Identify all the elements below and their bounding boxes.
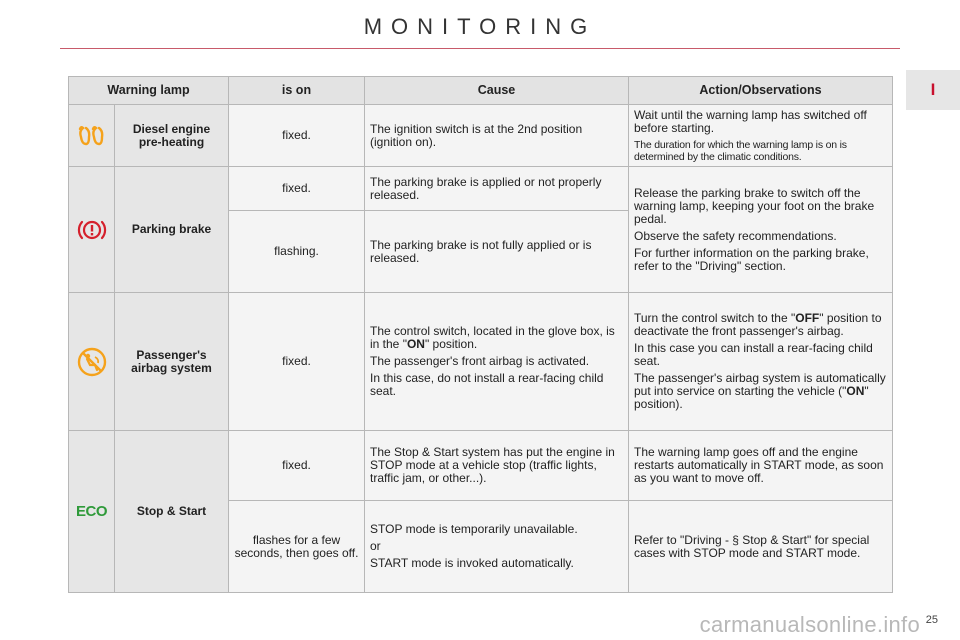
airbag-action-3-pre: The passenger's airbag system is automatically put into service on starting the vehicle (" (634, 371, 886, 398)
parking-action-1: Release the parking brake to switch off the warning lamp, keeping your foot on the brake pedal. (634, 185, 875, 226)
airbag-action (629, 293, 893, 431)
airbag-cause (365, 293, 629, 431)
table-row-parking-1 (69, 167, 893, 211)
monitoring-table (68, 76, 893, 593)
stopstart-cause-1-text: The Stop & Start system has put the engine in STOP mode at a vehicle stop (traffic lights, traffic jam, or other...). (370, 445, 615, 485)
airbag-lamp-name: Passenger's airbag system (115, 293, 229, 431)
stopstart-action-1 (629, 431, 893, 501)
table-row-diesel (69, 105, 893, 167)
diesel-action-1: Wait until the warning lamp has switched off before starting. (634, 107, 867, 135)
section-tab[interactable]: I (906, 70, 960, 110)
airbag-action-3-bold: ON (846, 384, 865, 398)
title-rule (60, 48, 900, 49)
parking-action (629, 167, 893, 293)
eco-stop-start-icon (69, 431, 115, 593)
airbag-cause-1-post: " position. (424, 337, 478, 351)
stopstart-cause-2-b: or (370, 539, 381, 553)
airbag-action-3-post: " position). (634, 384, 869, 411)
stopstart-action-1-text: The warning lamp goes off and the engine restarts automatically in START mode, as soon as you want to move off. (634, 445, 884, 485)
stopstart-is-on-flashes: flashes for a few seconds, then goes off. (229, 501, 365, 593)
stopstart-cause-2-a: STOP mode is temporarily unavailable. (370, 522, 578, 536)
page-number: 25 (925, 614, 938, 626)
parking-action-2: Observe the safety recommendations. (634, 228, 837, 243)
table-row-stopstart-1 (69, 431, 893, 501)
diesel-lamp-name: Diesel engine pre-heating (115, 105, 229, 167)
airbag-cause-3: In this case, do not install a rear-facing child seat. (370, 371, 604, 398)
header-is-on: is on (229, 77, 365, 105)
diesel-cause-text: The ignition switch is at the 2nd position (ignition on). (370, 121, 583, 149)
stopstart-is-on-fixed: fixed. (229, 431, 365, 501)
table-row-airbag (69, 293, 893, 431)
airbag-action-1-post: " position to deactivate the front passenger's airbag. (634, 311, 882, 338)
airbag-action-1 (634, 312, 887, 338)
parking-cause-1 (365, 167, 629, 211)
page-title: MONITORING (363, 14, 597, 39)
airbag-cause-1 (370, 325, 623, 351)
parking-cause-2 (365, 211, 629, 293)
eco-icon-text: ECO (75, 502, 107, 520)
airbag-action-1-bold: OFF (795, 311, 820, 325)
stopstart-action-2-text: Refer to "Driving - § Stop & Start" for special cases with STOP mode and START mode. (634, 532, 870, 560)
watermark: carmanualsonline.info (699, 612, 920, 637)
diesel-action (629, 105, 893, 167)
parking-is-on-fixed: fixed. (229, 167, 365, 211)
header-action: Action/Observations (629, 77, 893, 105)
parking-is-on-flashing: flashing. (229, 211, 365, 293)
parking-lamp-name: Parking brake (115, 167, 229, 293)
airbag-cause-2: The passenger's front airbag is activated. (370, 354, 590, 368)
stopstart-cause-1 (365, 431, 629, 501)
airbag-cause-1-pre: The control switch, located in the glove box, is in the " (370, 324, 615, 351)
airbag-is-on: fixed. (229, 293, 365, 431)
table-header-row (69, 77, 893, 105)
glow-plug-icon (69, 105, 115, 167)
airbag-action-1-pre: Turn the control switch to the " (634, 311, 796, 325)
airbag-cause-1-bold: ON (406, 337, 425, 351)
header-warning-lamp: Warning lamp (69, 77, 229, 105)
diesel-is-on: fixed. (229, 105, 365, 167)
parking-brake-icon (69, 167, 115, 293)
diesel-action-2: The duration for which the warning lamp is on is determined by the climatic conditions. (634, 138, 847, 163)
parking-action-3: For further information on the parking brake, refer to the "Driving" section. (634, 245, 869, 273)
diesel-cause (365, 105, 629, 167)
parking-cause-2-text: The parking brake is not fully applied or is released. (370, 237, 592, 265)
stopstart-cause-2-c: START mode is invoked automatically. (370, 556, 574, 570)
stopstart-action-2 (629, 501, 893, 593)
stopstart-lamp-name: Stop & Start (115, 431, 229, 593)
parking-cause-1-text: The parking brake is applied or not properly released. (370, 174, 602, 202)
stopstart-cause-2 (365, 501, 629, 593)
airbag-action-2: In this case you can install a rear-facing child seat. (634, 341, 873, 368)
header-cause: Cause (365, 77, 629, 105)
airbag-action-3 (634, 372, 887, 411)
airbag-off-icon (69, 293, 115, 431)
